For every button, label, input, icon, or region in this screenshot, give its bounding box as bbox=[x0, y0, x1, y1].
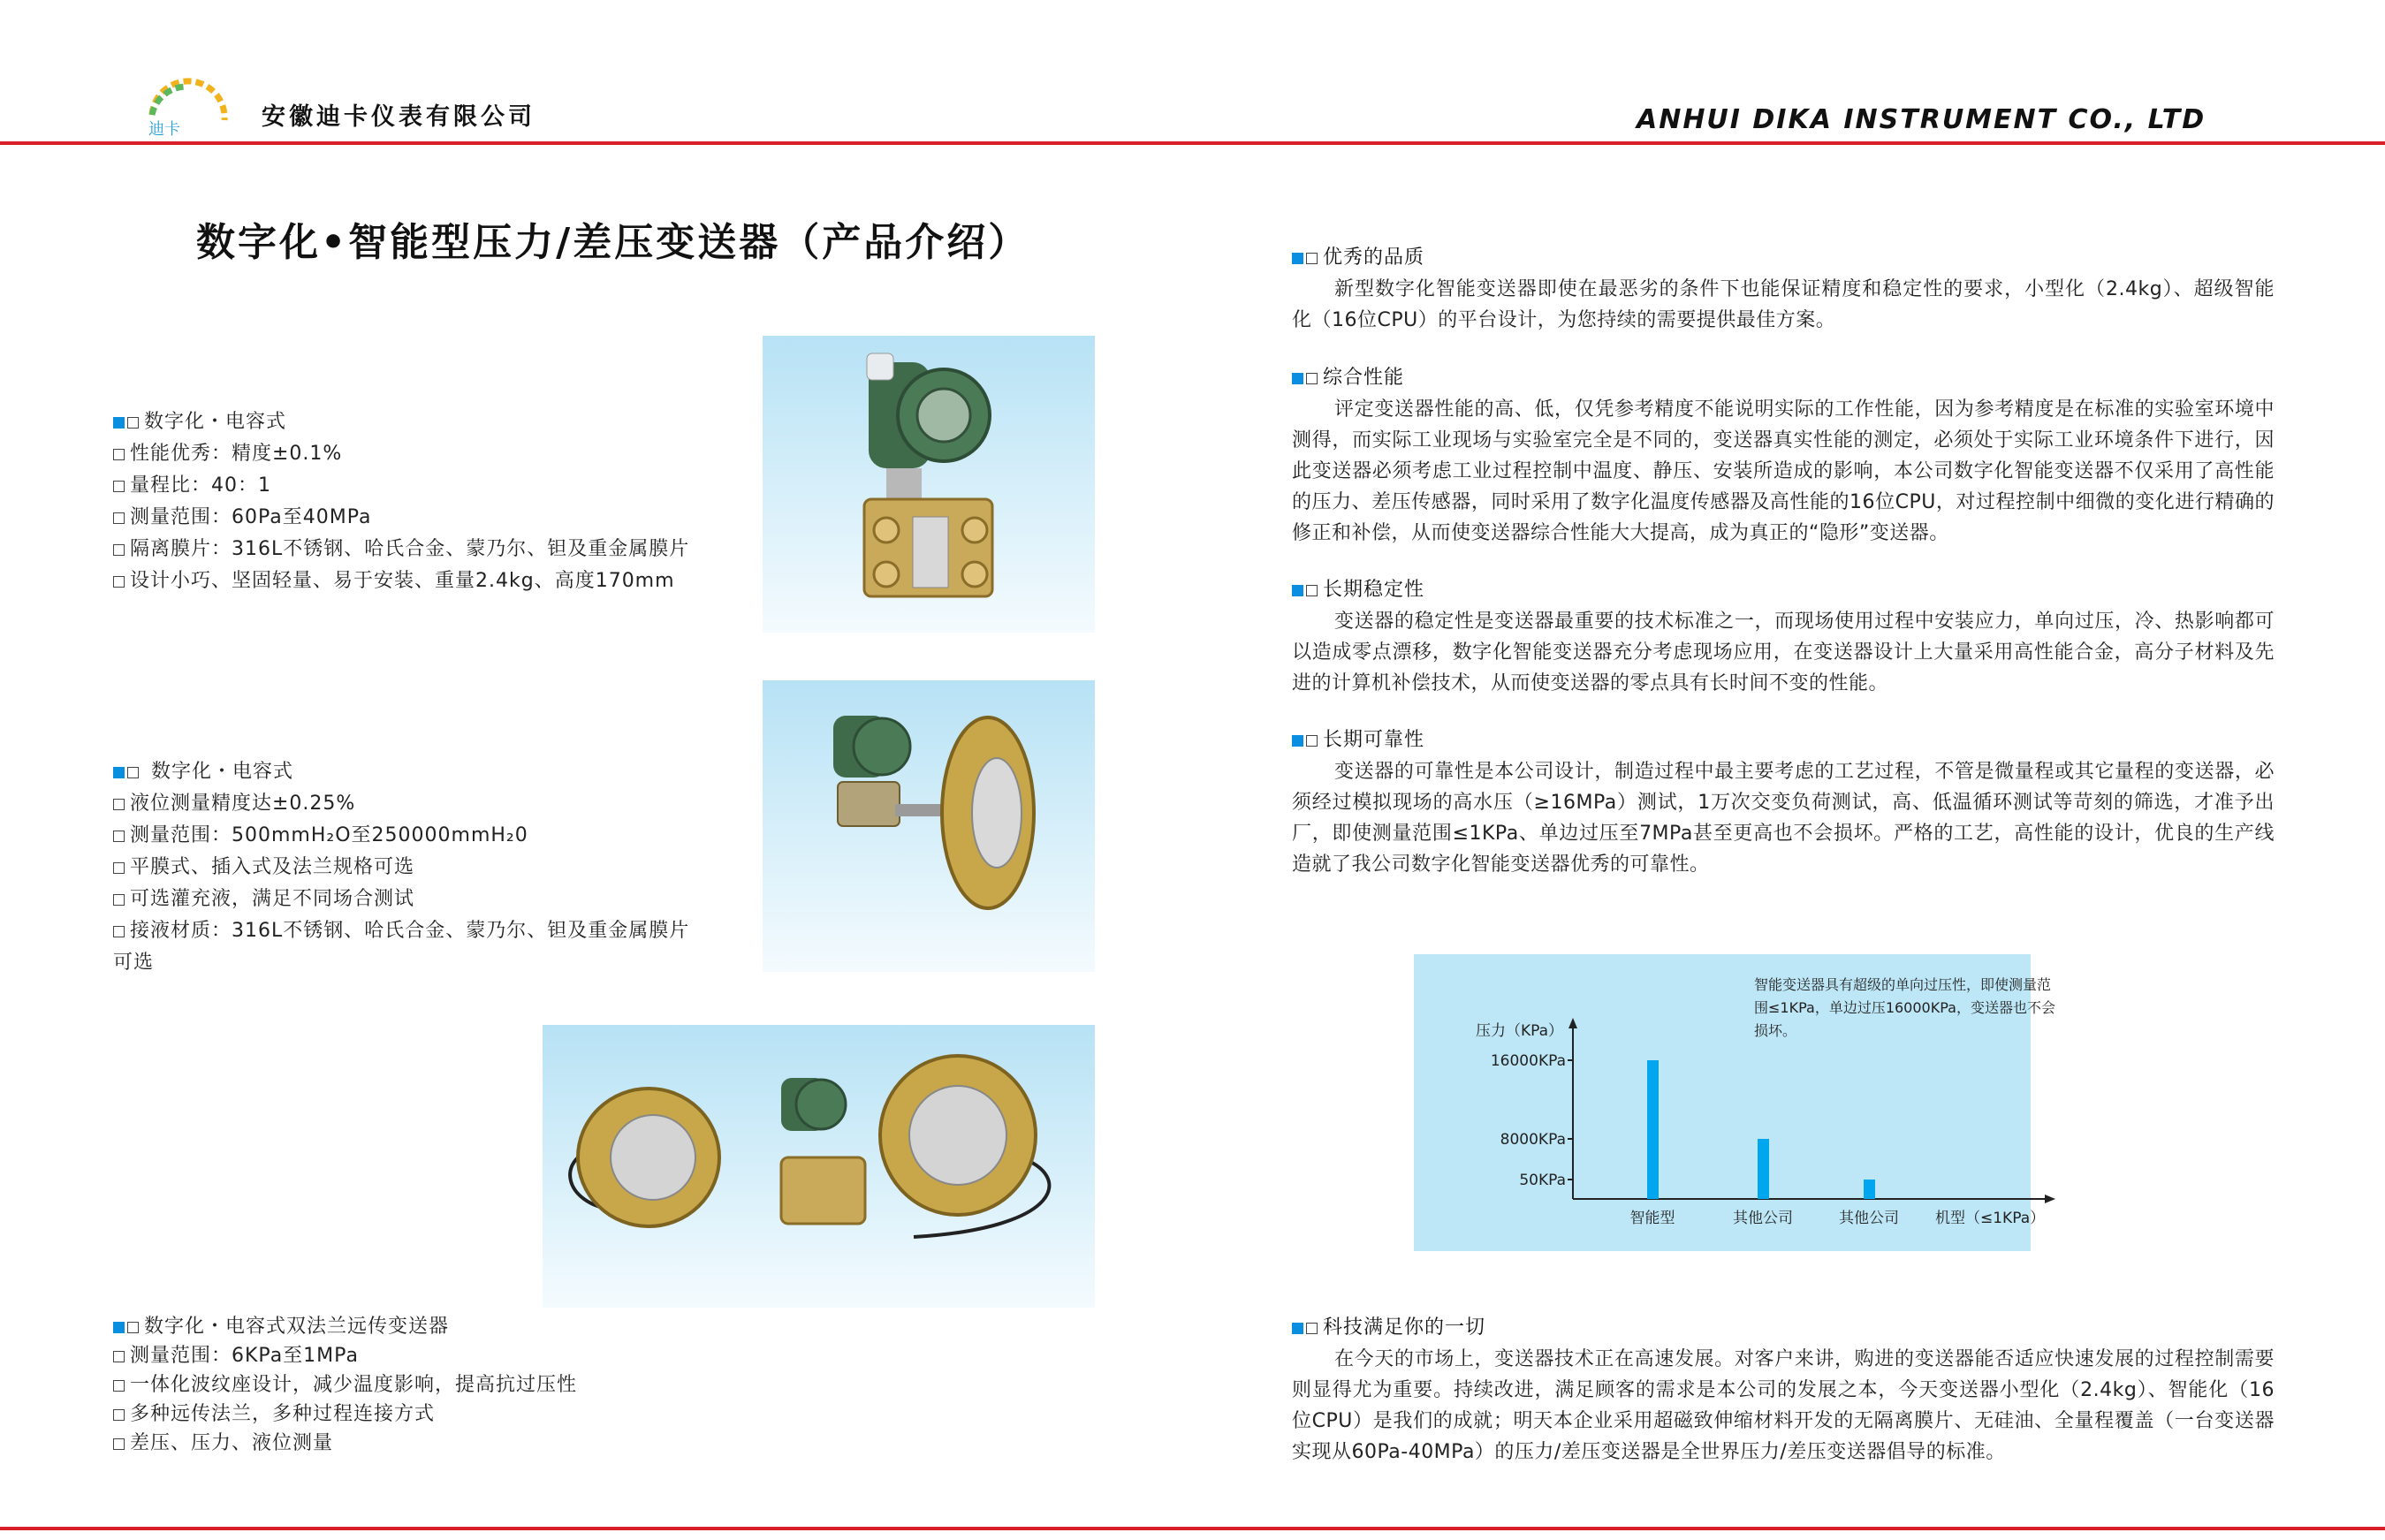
section-quality bbox=[1292, 242, 2275, 336]
product-block-2 bbox=[113, 756, 732, 979]
overpressure-chart bbox=[1414, 954, 2055, 1251]
company-name-cn: 安徽迪卡仪表有限公司 bbox=[262, 103, 535, 131]
y-axis-arrow bbox=[1568, 1018, 1577, 1028]
blue-square-icon bbox=[1292, 735, 1303, 747]
blue-square-icon bbox=[1292, 1323, 1303, 1334]
product-heading: 数字化・电容式双法兰远传变送器 bbox=[113, 1312, 732, 1341]
section-title: 长期可靠性 bbox=[1292, 724, 2275, 756]
x-axis-arrow bbox=[2045, 1195, 2055, 1203]
product-spec: 隔离膜片：316L不锈钢、哈氏合金、蒙乃尔、钽及重金属膜片 bbox=[113, 534, 732, 565]
chart-annotation-line-2: 围≤1KPa，单边过压16000KPa，变送器也不会 bbox=[1754, 999, 2055, 1016]
bar bbox=[1758, 1139, 1769, 1199]
product-spec: 差压、压力、液位测量 bbox=[113, 1429, 732, 1458]
section-stability bbox=[1292, 574, 2275, 699]
checkbox-icon bbox=[113, 831, 125, 842]
x-category-label: 智能型 bbox=[1629, 1210, 1675, 1227]
checkbox-icon bbox=[1306, 1323, 1318, 1334]
checkbox-icon bbox=[113, 894, 125, 906]
product-block-1 bbox=[113, 406, 732, 597]
checkbox-icon bbox=[113, 1380, 125, 1392]
checkbox-icon bbox=[113, 926, 125, 937]
product-spec: 一体化波纹座设计，减少温度影响，提高抗过压性 bbox=[113, 1370, 732, 1400]
product-spec: 接液材质：316L不锈钢、哈氏合金、蒙乃尔、钽及重金属膜片 bbox=[113, 915, 732, 947]
checkbox-icon bbox=[113, 481, 125, 492]
checkbox-icon bbox=[1306, 735, 1318, 747]
company-name-en: ANHUI DIKA INSTRUMENT CO., LTD bbox=[1637, 104, 2207, 135]
checkbox-icon bbox=[113, 1351, 125, 1362]
section-title: 优秀的品质 bbox=[1292, 242, 2275, 274]
section-technology bbox=[1292, 1312, 2275, 1468]
checkbox-icon bbox=[113, 1409, 125, 1421]
x-category-label: 其他公司 bbox=[1839, 1210, 1899, 1227]
product-spec: 多种远传法兰，多种过程连接方式 bbox=[113, 1400, 732, 1429]
section-body: 变送器的可靠性是本公司设计，制造过程中最主要考虑的工艺过程，不管是微量程或其它量程的变送器，必须经过模拟现场的高水压（≥16MPa）测试，1万次交变负荷测试，高、低温循环测试等苛刻的筛选，才准予出厂，即使测量范围≤1KPa、单边过压至7MPa甚至更高也不会损坏。严格的工艺，高性能的设计，优良的生产线造就了我公司数字化智能变送器优秀的可靠性。 bbox=[1292, 761, 2275, 876]
chart-annotation-line-1: 智能变送器具有超级的单向过压性，即使测量范 bbox=[1754, 976, 2052, 993]
header-divider bbox=[0, 141, 2385, 145]
product-spec: 设计小巧、坚固轻量、易于安装、重量2.4kg、高度170mm bbox=[113, 565, 732, 597]
y-tick-label: 16000KPa bbox=[1490, 1052, 1566, 1070]
product-spec: 测量范围：6KPa至1MPa bbox=[113, 1341, 732, 1370]
product-spec: 测量范围：500mmH₂O至250000mmH₂0 bbox=[113, 820, 732, 852]
section-body: 在今天的市场上，变送器技术正在高速发展。对客户来讲，购进的变送器能否适应快速发展的过程控制需要则显得尤为重要。持续改进，满足顾客的需求是本公司的发展之本，今天变送器小型化（2.4kg）、智能化（16位CPU）是我们的成就；明天本企业采用超磁致伸缩材料开发的无隔离膜片、无硅油、全量程覆盖（一台变送器实现从60Pa-40MPa）的压力/差压变送器是全世界压力/差压变送器倡导的标准。 bbox=[1292, 1348, 2275, 1463]
y-tick-label: 50KPa bbox=[1519, 1172, 1566, 1189]
blue-square-icon bbox=[1292, 253, 1303, 264]
product-photo-flange-transmitter bbox=[763, 680, 1095, 972]
checkbox-icon bbox=[113, 449, 125, 460]
page-title: 数字化•智能型压力/差压变送器（产品介绍） bbox=[196, 220, 1030, 265]
blue-square-icon bbox=[1292, 373, 1303, 384]
checkbox-icon bbox=[113, 576, 125, 588]
bar bbox=[1864, 1180, 1875, 1199]
checkbox-icon bbox=[113, 799, 125, 810]
checkbox-icon bbox=[113, 862, 125, 874]
product-spec: 液位测量精度达±0.25% bbox=[113, 788, 732, 820]
x-category-label: 其他公司 bbox=[1733, 1210, 1793, 1227]
blue-square-icon bbox=[113, 417, 125, 429]
product-spec: 平膜式、插入式及法兰规格可选 bbox=[113, 852, 732, 884]
product-spec: 可选灌充液，满足不同场合测试 bbox=[113, 884, 732, 915]
blue-square-icon bbox=[1292, 585, 1303, 596]
blue-square-icon bbox=[113, 1322, 125, 1333]
checkbox-icon bbox=[1306, 373, 1318, 384]
blue-square-icon bbox=[113, 767, 125, 778]
section-performance bbox=[1292, 362, 2275, 549]
product-heading: 数字化・电容式 bbox=[113, 406, 732, 438]
y-tick-label: 8000KPa bbox=[1500, 1131, 1566, 1149]
logo-text: 迪卡 bbox=[148, 120, 180, 139]
y-axis-label: 压力（KPa） bbox=[1476, 1022, 1564, 1040]
chart-annotation-line-3: 损坏。 bbox=[1754, 1022, 1797, 1039]
footer-divider bbox=[0, 1527, 2385, 1530]
checkbox-icon bbox=[113, 1438, 125, 1450]
checkbox-icon bbox=[1306, 585, 1318, 596]
section-title: 长期稳定性 bbox=[1292, 574, 2275, 606]
section-title: 综合性能 bbox=[1292, 362, 2275, 394]
product-photo-double-flange bbox=[543, 1025, 1095, 1308]
product-block-3 bbox=[113, 1312, 732, 1458]
checkbox-icon bbox=[1306, 253, 1318, 264]
product-spec-tail: 可选 bbox=[113, 952, 155, 974]
section-reliability bbox=[1292, 724, 2275, 880]
product-heading: 数字化・电容式 bbox=[113, 756, 732, 788]
company-logo bbox=[133, 80, 239, 141]
checkbox-icon bbox=[113, 544, 125, 556]
product-photo-transmitter bbox=[763, 336, 1095, 633]
checkbox-icon bbox=[127, 767, 139, 778]
section-body: 评定变送器性能的高、低，仅凭参考精度不能说明实际的工作性能，因为参考精度是在标准的实验室环境中测得，而实际工业现场与实验室完全是不同的，变送器真实性能的测定，必须处于实际工业环境条件下进行，因此变送器必须考虑工业过程控制中温度、静压、安装所造成的影响，本公司数字化智能变送器不仅采用了高性能的压力、差压传感器，同时采用了数字化温度传感器及高性能的16位CPU，对过程控制中细微的变化进行精确的修正和补偿，从而使变送器综合性能大大提高，成为真正的“隐形”变送器。 bbox=[1292, 398, 2275, 544]
checkbox-icon bbox=[113, 512, 125, 524]
checkbox-icon bbox=[127, 1322, 139, 1333]
product-spec: 量程比：40：1 bbox=[113, 470, 732, 502]
section-body: 新型数字化智能变送器即使在最恶劣的条件下也能保证精度和稳定性的要求，小型化（2.4kg）、超级智能化（16位CPU）的平台设计，为您持续的需要提供最佳方案。 bbox=[1292, 278, 2275, 331]
chart-panel bbox=[1414, 954, 2055, 1251]
section-title: 科技满足你的一切 bbox=[1292, 1312, 2275, 1344]
bar bbox=[1647, 1060, 1659, 1199]
checkbox-icon bbox=[127, 417, 139, 429]
section-body: 变送器的稳定性是变送器最重要的技术标准之一，而现场使用过程中安装应力，单向过压，冷、热影响都可以造成零点漂移，数字化智能变送器充分考虑现场应用，在变送器设计上大量采用高性能合金，高分子材料及先进的计算机补偿技术，从而使变送器的零点具有长时间不变的性能。 bbox=[1292, 611, 2275, 694]
product-spec: 测量范围：60Pa至40MPa bbox=[113, 502, 732, 534]
product-spec: 性能优秀：精度±0.1% bbox=[113, 438, 732, 470]
x-axis-label: 机型（≤1KPa） bbox=[1935, 1210, 2046, 1227]
